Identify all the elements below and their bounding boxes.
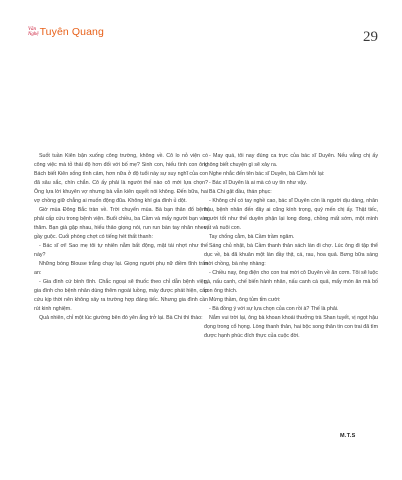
page-header: [0, 0, 402, 60]
paragraph: - Gia đình cứ bình tĩnh. Chắc ngoại sẽ thuốc theo chỉ dẫn bệnh viện, gia đình cho bệnh nhân dùng thêm ngoài luồng, máy được phát hiện, cấp cứu kịp thời nên không xảy ra trường hợp đáng tiếc. Nhưng gia đình cần rút kinh nghiệm.: [34, 279, 208, 312]
paragraph: - Chiều nay, ông điện cho con trai mời cô Duyên về ăn cơm. Tôi sẽ luộc gà, nấu canh, chế biến hành nhân, nấu canh cá quả, mấy món ăn mà bố con ông thích.: [204, 270, 378, 294]
paragraph: Những bóng Blouse trắng chạy lại. Giọng người phụ nữ điềm tĩnh trấn an:: [34, 261, 208, 276]
paragraph: - Bà đồng ý với sự lựa chọn của con rồi à? Thế là phải.: [209, 306, 339, 312]
paragraph: Bà Chi gật đầu, thán phục:: [209, 189, 272, 195]
paragraph: Suốt tuần Kiên bận xuống công trường, không về. Cô lo nỏ viện có công việc mà tỏ thái độ hơn đối với bố mẹ? Sinh con, hiếu tình con ông Bách biết Kiên sống tình cảm, hơn nữa ở độ tuổi này sự suy nghĩ của con đã sâu sắc, chín chắn. Cô ấy phải là người thế nào cô mới lựa chọn? Ông lựa lời khuyên vợ nhưng bà vẫn kiên quyết nói không. Đến bữa, hai vợ chồng giữ chẳng ai muốn động đũa. Không khí gia đình ủ dột.: [34, 153, 208, 204]
paragraph: - Không chỉ có tay nghề cao, bác sĩ Duyên còn là người dịu dàng, nhân hậu, bệnh nhân đến đây ai cũng kính trọng, quý mến chị ấy. Thật tiếc, người tốt như thế duyên phận lại long đong, chồng mất sớm, một mình vất vả nuôi con.: [204, 198, 378, 231]
paragraph: - Bác sĩ Duyên là ai mà có uy tín như vậy.: [209, 180, 307, 186]
paragraph: Sáng chủ nhật, bà Cầm thanh thản xách làn đi chợ. Lúc ông đi tập thể dục về, bà đã khuân một làn đầy thịt, cá, rau, hoa quả. Bưng bữa sáng mời chồng, bà nhẹ nhàng:: [204, 243, 378, 267]
masthead-small-label: [28, 27, 39, 37]
right-text-column: [204, 152, 378, 341]
paragraph: Tay chống cằm, bà Cầm trầm ngâm.: [209, 234, 295, 240]
page-number: 29: [363, 29, 378, 45]
paragraph: Nghe nhắc đến tên bác sĩ Duyên, bà Cầm hỏi lại:: [209, 171, 325, 177]
masthead-word-van: Văn: [28, 27, 37, 32]
paragraph: - May quá, tôi nay đúng ca trực của bác sĩ Duyên. Nếu vắng chị ấy không biết chuyện gì sẽ xảy ra.: [204, 153, 378, 168]
author-signature: M.T.S: [340, 433, 356, 439]
paragraph: Mừng thầm, ông tủm tỉm cười:: [209, 297, 281, 303]
masthead-word-nghe: Nghệ: [28, 32, 39, 37]
paragraph: Nắm vui trời lại, ông bà khoan khoái thưởng trà Shan tuyết, vị ngọt hậu đọng trong cổ họng. Lòng thanh thản, hai bộc song thân tin con trai đã tìm được hạnh phúc đích thực của cuộc đời.: [204, 315, 378, 339]
paragraph: Quả nhiên, chỉ một lúc giường bên đó yên ắng trở lại. Bà Chi thì thào:: [39, 315, 203, 321]
masthead-title: Tuyên Quang: [39, 26, 104, 38]
paragraph: Giờ mùa Đông Bắc tràn về. Trời chuyển mùa. Bà bạn thân đổ bệnh phải cấp cứu trong bệnh viện. Buổi chiều, ba Cầm và mấy người bạn vào thăm. Bạn già gặp nhau, hiếu thảo giọng nói, run run bàn tay nhăn nheo, gầy guộc. Cuối phòng chợt có tiếng hét thất thanh:: [34, 207, 208, 240]
left-text-column: [34, 152, 208, 323]
paragraph: - Bác sĩ ơi! Sao mẹ tôi tự nhiên nằm bất động, mặt tái nhợt như thế này?: [34, 243, 208, 258]
magazine-masthead: [28, 26, 104, 38]
